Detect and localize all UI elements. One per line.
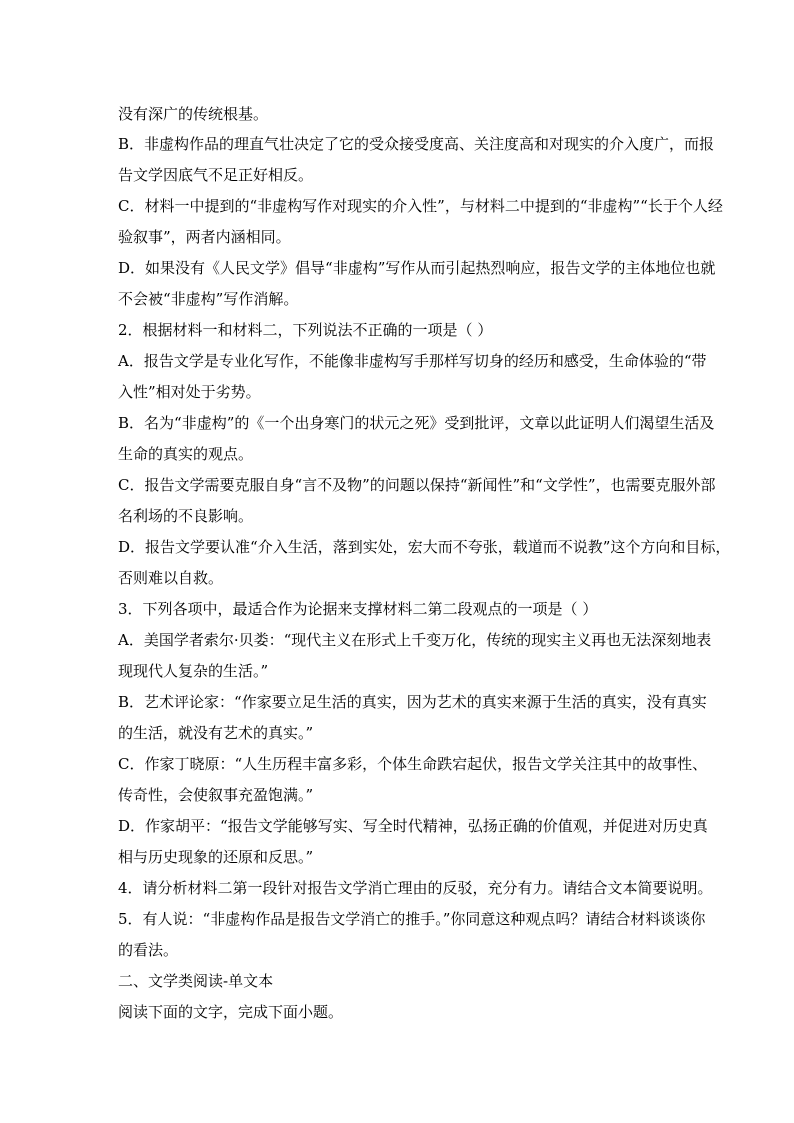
question-4: 4．请分析材料二第一段针对报告文学消亡理由的反驳，充分有力。请结合文本简要说明。 bbox=[118, 879, 713, 897]
text-line: 否则难以自救。 bbox=[118, 569, 224, 587]
option-a-line: A．美国学者索尔·贝娄：“现代主义在形式上千变万化，传统的现实主义再也无法深刻地表 bbox=[118, 631, 712, 649]
option-d-line: D．报告文学要认准“介入生活，落到实处，宏大而不夸张，载道而不说教”这个方向和目标， bbox=[118, 538, 731, 556]
option-c-line: C．材料一中提到的“非虚构写作对现实的介入性”，与材料二中提到的“非虚构”“长于个人经 bbox=[118, 197, 723, 215]
text-line: 告文学因底气不足正好相反。 bbox=[118, 166, 314, 184]
question-3: 3．下列各项中，最适合作为论据来支撑材料二第二段观点的一项是（ ） bbox=[118, 600, 598, 618]
question-5: 5．有人说：“非虚构作品是报告文学消亡的推手。”你同意这种观点吗？请结合材料谈谈你 bbox=[118, 910, 706, 928]
text-line: 没有深广的传统根基。 bbox=[118, 105, 269, 123]
option-d-line: D．如果没有《人民文学》倡导“非虚构”写作从而引起热烈响应，报告文学的主体地位也就 bbox=[118, 259, 716, 277]
instruction-line: 阅读下面的文字，完成下面小题。 bbox=[118, 1003, 344, 1021]
option-c-line: C．报告文学需要克服自身“言不及物”的问题以保持“新闻性”和“文学性”，也需要克服外部 bbox=[118, 476, 716, 494]
text-line: 生命的真实的观点。 bbox=[118, 445, 254, 463]
text-line: 名利场的不良影响。 bbox=[118, 507, 254, 525]
option-d-line: D．作家胡平：“报告文学能够写实、写全时代精神，弘扬正确的价值观，并促进对历史真 bbox=[118, 817, 708, 835]
text-line: 现现代人复杂的生活。” bbox=[118, 662, 269, 680]
text-line: 不会被“非虚构”写作消解。 bbox=[118, 290, 299, 308]
text-line: 相与历史现象的还原和反思。” bbox=[118, 848, 314, 866]
question-2: 2．根据材料一和材料二，下列说法不正确的一项是（ ） bbox=[118, 321, 493, 339]
text-line: 验叙事”，两者内涵相同。 bbox=[118, 228, 291, 246]
option-c-line: C．作家丁晓原：“人生历程丰富多彩，个体生命跌宕起伏，报告文学关注其中的故事性、 bbox=[118, 755, 708, 773]
option-b-line: B．艺术评论家：“作家要立足生活的真实，因为艺术的真实来源于生活的真实，没有真实 bbox=[118, 693, 707, 711]
text-line: 入性”相对处于劣势。 bbox=[118, 383, 261, 401]
option-a-line: A．报告文学是专业化写作，不能像非虚构写手那样写切身的经历和感受，生命体验的“带 bbox=[118, 352, 707, 370]
option-b-line: B．名为“非虚构”的《一个出身寒门的状元之死》受到批评，文章以此证明人们渴望生活及 bbox=[118, 414, 715, 432]
text-line: 的看法。 bbox=[118, 941, 179, 959]
text-line: 传奇性，会使叙事充盈饱满。” bbox=[118, 786, 314, 804]
section-heading: 二、文学类阅读-单文本 bbox=[118, 972, 274, 990]
option-b-line: B．非虚构作品的理直气壮决定了它的受众接受度高、关注度高和对现实的介入度广，而报 bbox=[118, 135, 715, 153]
text-line: 的生活，就没有艺术的真实。” bbox=[118, 724, 314, 742]
